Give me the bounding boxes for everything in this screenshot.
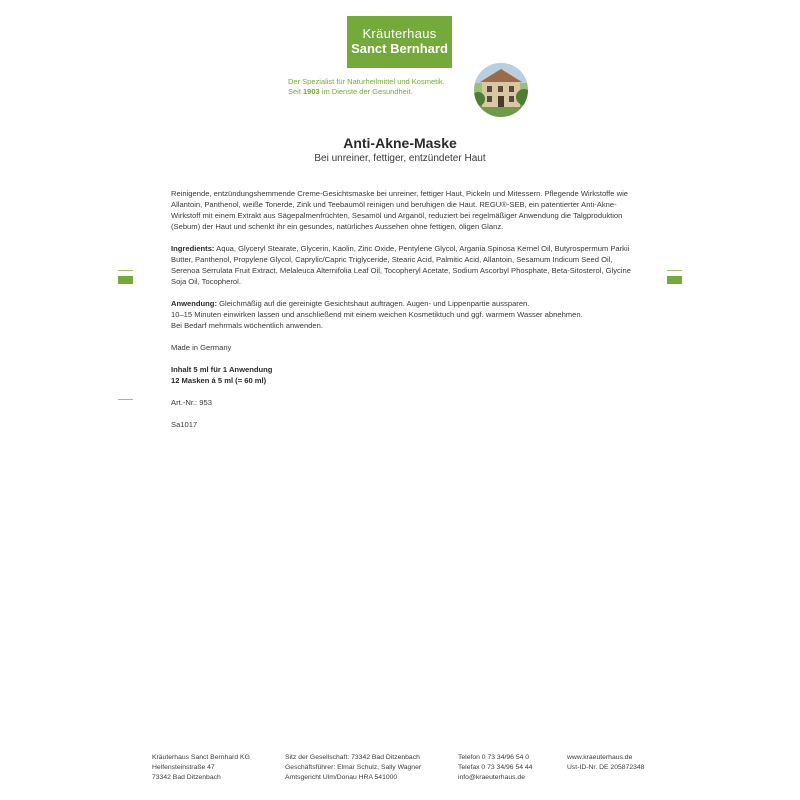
product-subtitle: Bei unreiner, fettiger, entzündeter Haut (314, 153, 486, 164)
footer-web-tax (567, 753, 644, 773)
footer-legal-info (285, 753, 421, 783)
footer-website: www.kraeuterhaus.de (567, 754, 633, 761)
footer-email: info@kraeuterhaus.de (458, 774, 525, 781)
fold-mark-line-left-bottom (118, 399, 133, 400)
footer-city: 73342 Bad Ditzenbach (152, 774, 221, 781)
usage-label: Anwendung: (171, 299, 217, 308)
footer-vat-id: Ust-ID-Nr. DE 205872348 (567, 764, 645, 771)
usage-line-3: Bei Bedarf mehrmals wöchentlich anwenden. (171, 321, 323, 330)
footer-company-address (152, 753, 250, 783)
brand-logo (347, 16, 452, 68)
origin: Made in Germany (171, 343, 232, 352)
tagline-prefix: Seit (288, 87, 304, 96)
logo-line-1: Kräuterhaus (362, 26, 437, 41)
usage-paragraph (171, 298, 633, 331)
footer-phone: Telefon 0 73 34/96 54 0 (458, 754, 530, 761)
company-building-photo (474, 63, 528, 117)
tagline-line-2 (288, 87, 478, 97)
footer-managing-directors: Geschäftsführer: Elmar Schulz, Sally Wagner (285, 764, 422, 771)
usage-line-1: Gleichmäßig auf die gereinigte Gesichtshaut auftragen. Augen- und Lippenpartie aussparen. (216, 299, 530, 308)
tagline-year: 1903 (303, 87, 320, 96)
fold-mark-right (667, 276, 682, 284)
footer-company-name: Kräuterhaus Sanct Bernhard KG (152, 754, 250, 761)
content-line-2: 12 Masken á 5 ml (= 60 ml) (171, 376, 267, 385)
logo-line-2: Sanct Bernhard (351, 41, 448, 56)
footer-registered-office: Sitz der Gesellschaft: 73342 Bad Ditzenbach (285, 754, 420, 761)
product-code: Sa1017 (171, 420, 198, 429)
brand-tagline (288, 77, 478, 97)
content-line-1: Inhalt 5 ml für 1 Anwendung (171, 365, 273, 374)
ingredients-text: Aqua, Glyceryl Stearate, Glycerin, Kaolin, Zinc Oxide, Pentylene Glycol, Argania Spinosa Kernel Oil, Butyrospermum Parkii Butter, Panthenol, Propylene Glycol, Caprylic/Capric Triglyceride, Stearic Acid, Palmitic Acid, Allantoin, Sesamum Indicum Seed Oil, Serenoa Serrulata Fruit Extract, Melaleuca Alternifolia Leaf Oil, Tocopheryl Acetate, Sodium Ascorbyl Phosphate, Beta-Sitosterol, Glycine Soja Oil, Tocopherol. (171, 244, 631, 286)
product-description: Reinigende, entzündungshemmende Creme-Gesichtsmaske bei unreiner, fettiger Haut, Pickeln und Mitessern. Pflegende Wirkstoffe wie Allantoin, Panthenol, weiße Tonerde, Zink und Teebaumöl reinigen und beruhigen die Haut. REGU®-SEB, ein patentierter Anti-Akne-Wirkstoff mit einem Extrakt aus Sägepalmenfrüchten, Sesamöl und Arganöl, reduziert bei regelmäßiger Anwendung die Talgproduktion (Sebum) der Haut und schenkt ihr ein gesundes, natürliches Aussehen ohne fettigen, öligen Glanz. (171, 189, 628, 231)
article-number: Art.-Nr.: 953 (171, 398, 212, 407)
tagline-suffix: im Dienste der Gesundheit. (319, 87, 413, 96)
footer-contact (458, 753, 532, 783)
footer-fax: Telefax 0 73 34/96 54 44 (458, 764, 533, 771)
fold-mark-left (118, 276, 133, 284)
fold-mark-line-left-top (118, 270, 133, 271)
tagline-line-1: Der Spezialist für Naturheilmittel und Kosmetik. (288, 77, 445, 86)
product-description-block (171, 188, 633, 441)
product-title: Anti-Akne-Maske (343, 135, 457, 151)
content-amount (171, 364, 633, 386)
ingredients-label: Ingredients: (171, 244, 215, 253)
usage-line-2: 10–15 Minuten einwirken lassen und anschließend mit einem weichen Kosmetiktuch und ggf. warmem Wasser abnehmen. (171, 310, 583, 319)
ingredients-paragraph (171, 243, 633, 287)
fold-mark-line-right-top (667, 270, 682, 271)
footer-street: Helfensteinstraße 47 (152, 764, 215, 771)
footer-court-registration: Amtsgericht Ulm/Donau HRA 541000 (285, 774, 398, 781)
